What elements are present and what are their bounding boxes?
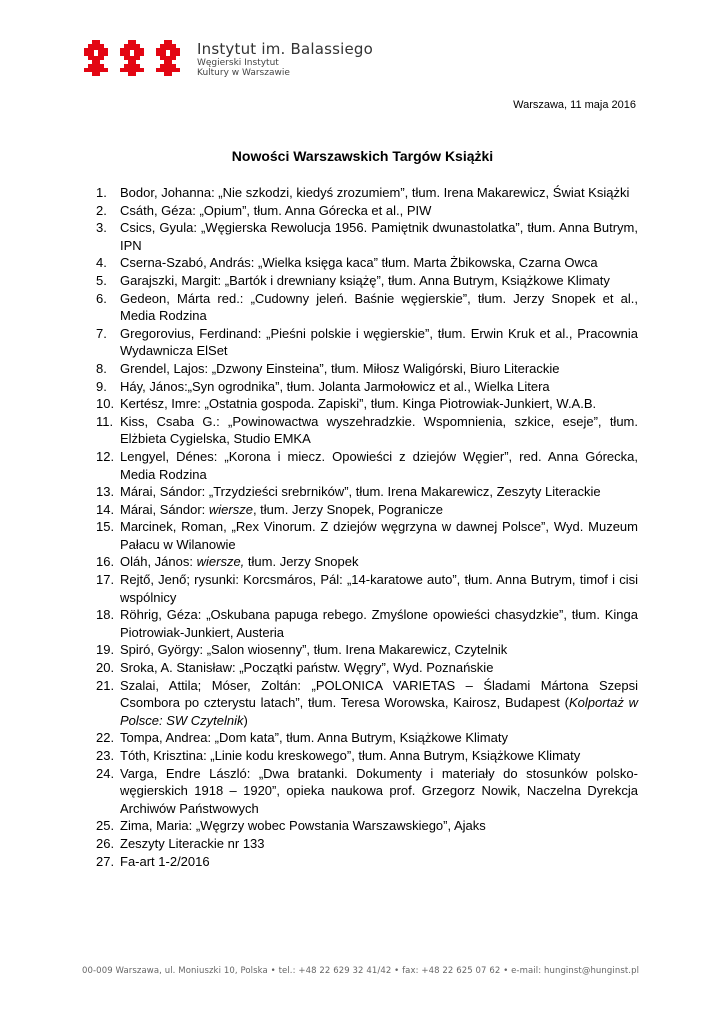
list-item-text: Lengyel, Dénes: „Korona i miecz. Opowieści z dziejów Węgier”, red. Anna Górecka, Media Rodzina — [120, 448, 638, 482]
page-title: Nowości Warszawskich Targów Książki — [231, 148, 494, 164]
list-item — [96, 659, 638, 677]
list-item — [96, 448, 638, 483]
list-item-text: Márai, Sándor: „Trzydzieści srebrników”, tłum. Irena Makarewicz, Zeszyty Literackie — [120, 484, 601, 500]
list-item-number: 3. — [96, 220, 107, 236]
list-item — [96, 483, 638, 501]
list-item-text: Csics, Gyula: „Węgierska Rewolucja 1956. Pamiętnik dwunastolatka”, tłum. Anna Butrym, IPN — [120, 220, 638, 253]
list-item-number: 27. — [96, 853, 115, 869]
logo-subtitle-1: Węgierski Instytut — [197, 58, 279, 68]
list-item-text: Csáth, Géza: „Opium”, tłum. Anna Górecka et al., PIW — [120, 202, 432, 218]
list-item-number: 8. — [96, 360, 107, 376]
list-item-number: 11. — [96, 413, 114, 429]
list-item-number: 10. — [96, 396, 115, 412]
list-item-number: 14. — [96, 501, 115, 517]
list-item-text: , tłum. Jerzy Snopek, Pogranicze — [252, 501, 443, 517]
list-item-number: 16. — [96, 554, 115, 570]
list-item-italic-text: wiersze, — [196, 554, 245, 570]
list-item-number: 24. — [96, 765, 115, 781]
list-item-number: 1. — [96, 185, 107, 200]
list-item-text: Zima, Maria: „Węgrzy wobec Powstania Warszawskiego”, Ajaks — [120, 818, 486, 834]
list-item-text: Garajszki, Margit: „Bartók i drewniany książę”, tłum. Anna Butrym, Książkowe Klimaty — [120, 272, 610, 288]
institute-name — [197, 41, 373, 78]
list-item-number: 4. — [96, 255, 107, 271]
list-item — [96, 184, 638, 202]
list-item-text: Szalai, Attila; Móser, Zoltán: „POLONICA VARIETAS – Śladami Mártona Szepsi Csombora po czterystu latach”, tłum. Teresa Worowska, Kairosz, Budapest ( — [120, 677, 638, 711]
list-item — [96, 677, 638, 730]
list-item-number: 19. — [96, 642, 115, 658]
list-item — [96, 202, 638, 220]
list-item-italic-text: Kolportaż w Polsce: SW Czytelnik — [120, 695, 638, 728]
list-item — [96, 360, 638, 378]
list-item — [96, 606, 638, 641]
list-item-text: Gregorovius, Ferdinand: „Pieśni polskie i węgierskie”, tłum. Erwin Kruk et al., Pracownia Wydawnicza ElSet — [120, 325, 638, 359]
list-item-text: Cserna-Szabó, András: „Wielka księga kaca” tłum. Marta Żbikowska, Czarna Owca — [120, 255, 598, 271]
list-item — [96, 853, 638, 871]
list-item — [96, 817, 638, 835]
list-item-number: 5. — [96, 272, 107, 288]
list-item-text: Háy, János:„Syn ogrodnika”, tłum. Jolanta Jarmołowicz et al., Wielka Litera — [120, 378, 550, 394]
list-item — [96, 747, 638, 765]
list-item-number: 6. — [96, 290, 107, 306]
list-item-text: Fa-art 1-2/2016 — [120, 853, 210, 869]
list-item-text: Zeszyty Literackie nr 133 — [120, 835, 265, 851]
list-item-number: 21. — [96, 677, 115, 693]
list-item — [96, 219, 638, 254]
list-item-text: Grendel, Lajos: „Dzwony Einsteina”, tłum. Miłosz Waligórski, Biuro Literackie — [120, 360, 560, 376]
list-item — [96, 254, 638, 272]
logo-title: Instytut im. Balassiego — [197, 40, 374, 58]
list-item — [96, 729, 638, 747]
list-item-text: Röhrig, Géza: „Oskubana papuga rebego. Zmyślone opowieści chasydzkie”, tłum. Kinga Piotrowiak-Junkiert, Austeria — [120, 607, 638, 640]
list-item — [96, 765, 638, 818]
list-item-italic-text: wiersze — [208, 501, 253, 517]
list-item-text: Rejtő, Jenő; rysunki: Korcsmáros, Pál: „14-karatowe auto”, tłum. Anna Butrym, timof i cisi wspólnicy — [120, 572, 638, 605]
list-item-number: 23. — [96, 748, 115, 763]
list-item — [96, 378, 638, 396]
list-item-text: tłum. Jerzy Snopek — [244, 554, 359, 570]
list-item-number: 7. — [96, 325, 107, 341]
logo-subtitle-2: Kultury w Warszawie — [197, 68, 290, 78]
list-item-number: 17. — [96, 572, 115, 588]
list-item-text: Tóth, Krisztina: „Linie kodu kreskowego”, tłum. Anna Butrym, Książkowe Klimaty — [120, 748, 581, 763]
list-item-number: 22. — [96, 730, 115, 746]
document-date: Warszawa, 11 maja 2016 — [513, 99, 636, 111]
list-item-number: 2. — [96, 202, 107, 218]
list-item-text: Kiss, Csaba G.: „Powinowactwa wyszehradzkie. Wspomnienia, szkice, eseje”, tłum. Elżbieta Cygielska, Studio EMKA — [120, 413, 638, 447]
list-item-text: Sroka, A. Stanisław: „Początki państw. Węgry”, Wyd. Poznańskie — [120, 660, 494, 676]
list-item — [96, 290, 638, 325]
list-item-text: Gedeon, Márta red.: „Cudowny jeleń. Baśnie węgierskie”, tłum. Jerzy Snopek et al., Media Rodzina — [120, 290, 638, 324]
list-item-number: 20. — [96, 660, 115, 676]
list-item-text: Bodor, Johanna: „Nie szkodzi, kiedyś zrozumiem”, tłum. Irena Makarewicz, Świat Książki — [120, 185, 630, 200]
list-item-number: 25. — [96, 818, 115, 834]
list-item-text: Varga, Endre László: „Dwa bratanki. Dokumenty i materiały do stosunków polsko-węgierskich 1918 – 1920”, opieka naukowa prof. Grzegorz Nowik, Naczelna Dyrekcja Archiwów Państwowych — [120, 765, 638, 816]
list-item-number: 18. — [96, 607, 115, 623]
list-item — [96, 641, 638, 659]
book-list — [96, 184, 638, 870]
list-item — [96, 518, 638, 553]
list-item — [96, 835, 638, 853]
list-item-text: Spiró, György: „Salon wiosenny”, tłum. Irena Makarewicz, Czytelnik — [120, 642, 508, 658]
list-item-text: Márai, Sándor: — [120, 501, 209, 517]
list-item — [96, 395, 638, 413]
list-item-number: 26. — [96, 835, 115, 851]
list-item-number: 9. — [96, 378, 107, 394]
list-item — [96, 325, 638, 360]
list-item-text: Tompa, Andrea: „Dom kata”, tłum. Anna Butrym, Książkowe Klimaty — [120, 730, 508, 746]
list-item — [96, 413, 638, 448]
list-item-text: Marcinek, Roman, „Rex Vinorum. Z dziejów węgrzyna w dawnej Polsce”, Wyd. Muzeum Pałacu w Wilanowie — [120, 519, 638, 552]
institute-logo-icon — [80, 40, 190, 81]
list-item — [96, 553, 638, 571]
list-item — [96, 272, 638, 290]
list-item-text: Kertész, Imre: „Ostatnia gospoda. Zapiski”, tłum. Kinga Piotrowiak-Junkiert, W.A.B. — [120, 396, 597, 412]
list-item — [96, 501, 638, 519]
list-item-text: Oláh, János: — [120, 554, 197, 570]
list-item-number: 12. — [96, 448, 115, 464]
list-item — [96, 571, 638, 606]
list-item-number: 15. — [96, 519, 115, 535]
footer-contact: 00-009 Warszawa, ul. Moniuszki 10, Polska • tel.: +48 22 629 32 41/42 • fax: +48 22 625 07 62 • e-mail: hunginst@hunginst.pl — [82, 966, 640, 976]
list-item-text: ) — [243, 712, 248, 728]
list-item-number: 13. — [96, 484, 115, 500]
